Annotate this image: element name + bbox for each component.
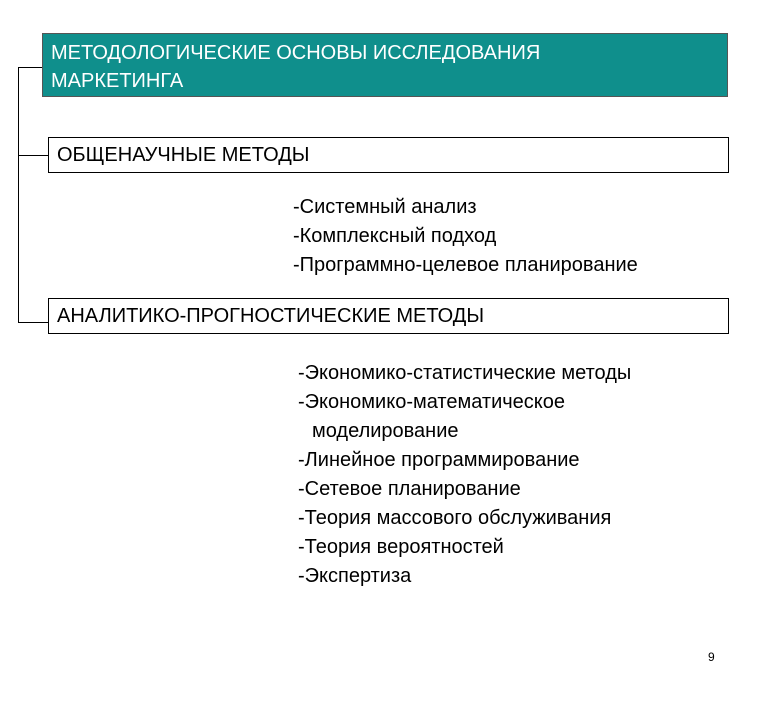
list-item: -Комплексный подход	[293, 225, 497, 247]
page-number: 9	[708, 650, 715, 664]
category-analytic-methods: АНАЛИТИКО-ПРОГНОСТИЧЕСКИЕ МЕТОДЫ	[48, 298, 729, 334]
category-general-methods: ОБЩЕНАУЧНЫЕ МЕТОДЫ	[48, 137, 729, 173]
general-methods-list	[293, 193, 638, 280]
list-item: -Программно-целевое планирование	[293, 254, 638, 276]
list-item: -Теория вероятностей	[298, 536, 504, 558]
analytic-methods-list	[298, 359, 631, 591]
connector-analytic-methods	[18, 322, 48, 323]
list-item: -Экспертиза	[298, 565, 412, 587]
connector-vertical	[18, 67, 19, 323]
title-line-2: МАРКЕТИНГА	[51, 70, 184, 92]
connector-title	[18, 67, 42, 68]
title-box	[42, 33, 728, 97]
list-item: -Линейное программирование	[298, 449, 580, 471]
list-item: -Экономико-математическое	[298, 391, 566, 413]
list-item: -Теория массового обслуживания	[298, 507, 612, 529]
list-item: -Системный анализ	[293, 196, 477, 218]
list-item: -Экономико-статистические методы	[298, 362, 632, 384]
title-line-1: МЕТОДОЛОГИЧЕСКИЕ ОСНОВЫ ИССЛЕДОВАНИЯ	[51, 42, 541, 64]
connector-general-methods	[18, 155, 48, 156]
list-item: -Сетевое планирование	[298, 478, 521, 500]
list-item: моделирование	[312, 420, 459, 442]
